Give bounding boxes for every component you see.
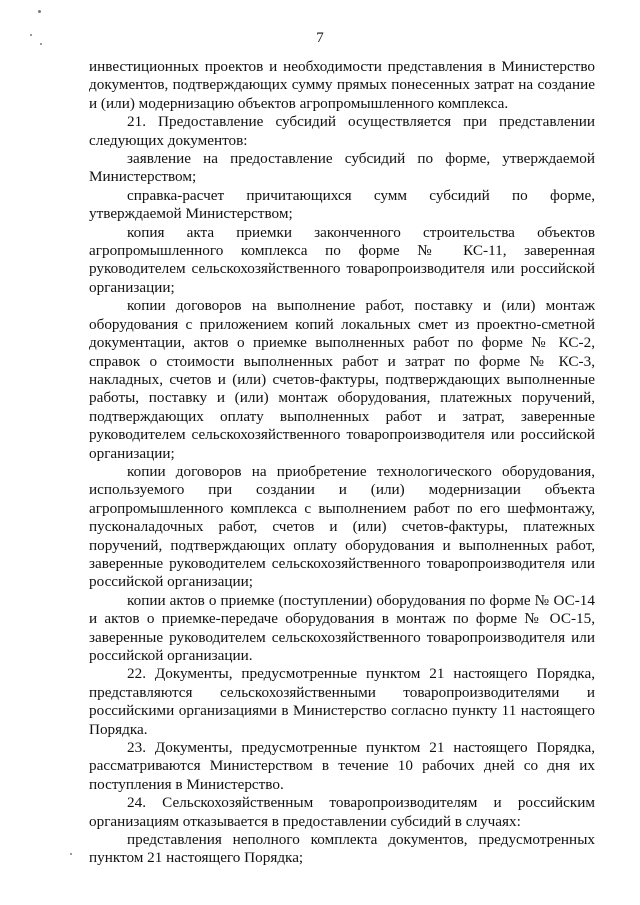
- list-item-application: заявление на предоставление субсидий по форме, утверждаемой Министерством;: [89, 150, 595, 186]
- list-item-calculation-certificate: справка-расчет причитающихся сумм субсидий по форме, утверждаемой Министерством;: [89, 186, 595, 223]
- paragraph-clause-22: 22. Документы, предусмотренные пунктом 21 настоящего Порядка, представляются сельскохозяйственными товаропроизводителями и российскими организациями в Министерство согласно пункту 11 настоящего Порядка.: [89, 665, 595, 738]
- list-item-acceptance-act-copy: копия акта приемки законченного строительства объектов агропромышленного комплекса по форме № КС-11, заверенная руководителем сельскохозяйственного товаропроизводителя или российской организации;: [89, 223, 595, 296]
- scan-speck: [38, 10, 41, 13]
- list-item-incomplete-documents: представления неполного комплекта документов, предусмотренных пунктом 21 настоящего Порядка;: [89, 831, 595, 867]
- paragraph-clause-21: 21. Предоставление субсидий осуществляется при представлении следующих документов:: [89, 113, 595, 149]
- list-item-equipment-contracts-copies: копии договоров на приобретение технологического оборудования, используемого при создании и (или) модернизации объекта агропромышленного комплекса с выполнением работ по его шефмонтажу, пусконаладочных работ, счетов и (или) счетов-фактуры, платежных поручений, подтверждающих оплату оборудования и выполненных работ, заверенные руководителем сельскохозяйственного товаропроизводителя или российской организации;: [89, 462, 595, 591]
- list-item-equipment-acts-copies: копии актов о приемке (поступлении) оборудования по форме № ОС-14 и актов о приемке-передаче оборудования в монтаж по форме № ОС-15, заверенные руководителем сельскохозяйственного товаропроизводителя или российской организации.: [89, 591, 595, 664]
- document-body: [89, 58, 595, 868]
- paragraph-clause-24: 24. Сельскохозяйственным товаропроизводителям и российским организациям отказывается в предоставлении субсидий в случаях:: [89, 794, 595, 830]
- paragraph-clause-23: 23. Документы, предусмотренные пунктом 21 настоящего Порядка, рассматриваются Министерством в течение 10 рабочих дней со дня их поступления в Министерство.: [89, 739, 595, 793]
- paragraph-continuation: инвестиционных проектов и необходимости представления в Министерство документов, подтверждающих сумму прямых понесенных затрат на создание и (или) модернизацию объектов агропромышленного комплекса.: [89, 58, 595, 112]
- page-number: 7: [316, 30, 324, 46]
- scan-speck: [70, 853, 72, 855]
- list-item-work-contracts-copies: копии договоров на выполнение работ, поставку и (или) монтаж оборудования с приложением копий локальных смет из проектно-сметной документации, актов о приемке выполненных работ по форме № КС-2, справок о стоимости выполненных работ и затрат по форме № КС-3, накладных, счетов и (или) счетов-фактуры, подтверждающих выполненные работы, поставку и (или) монтаж оборудования, платежных поручений, подтверждающих оплату выполненных работ и затрат, заверенные руководителем сельскохозяйственного товаропроизводителя или российской организации;: [89, 297, 595, 462]
